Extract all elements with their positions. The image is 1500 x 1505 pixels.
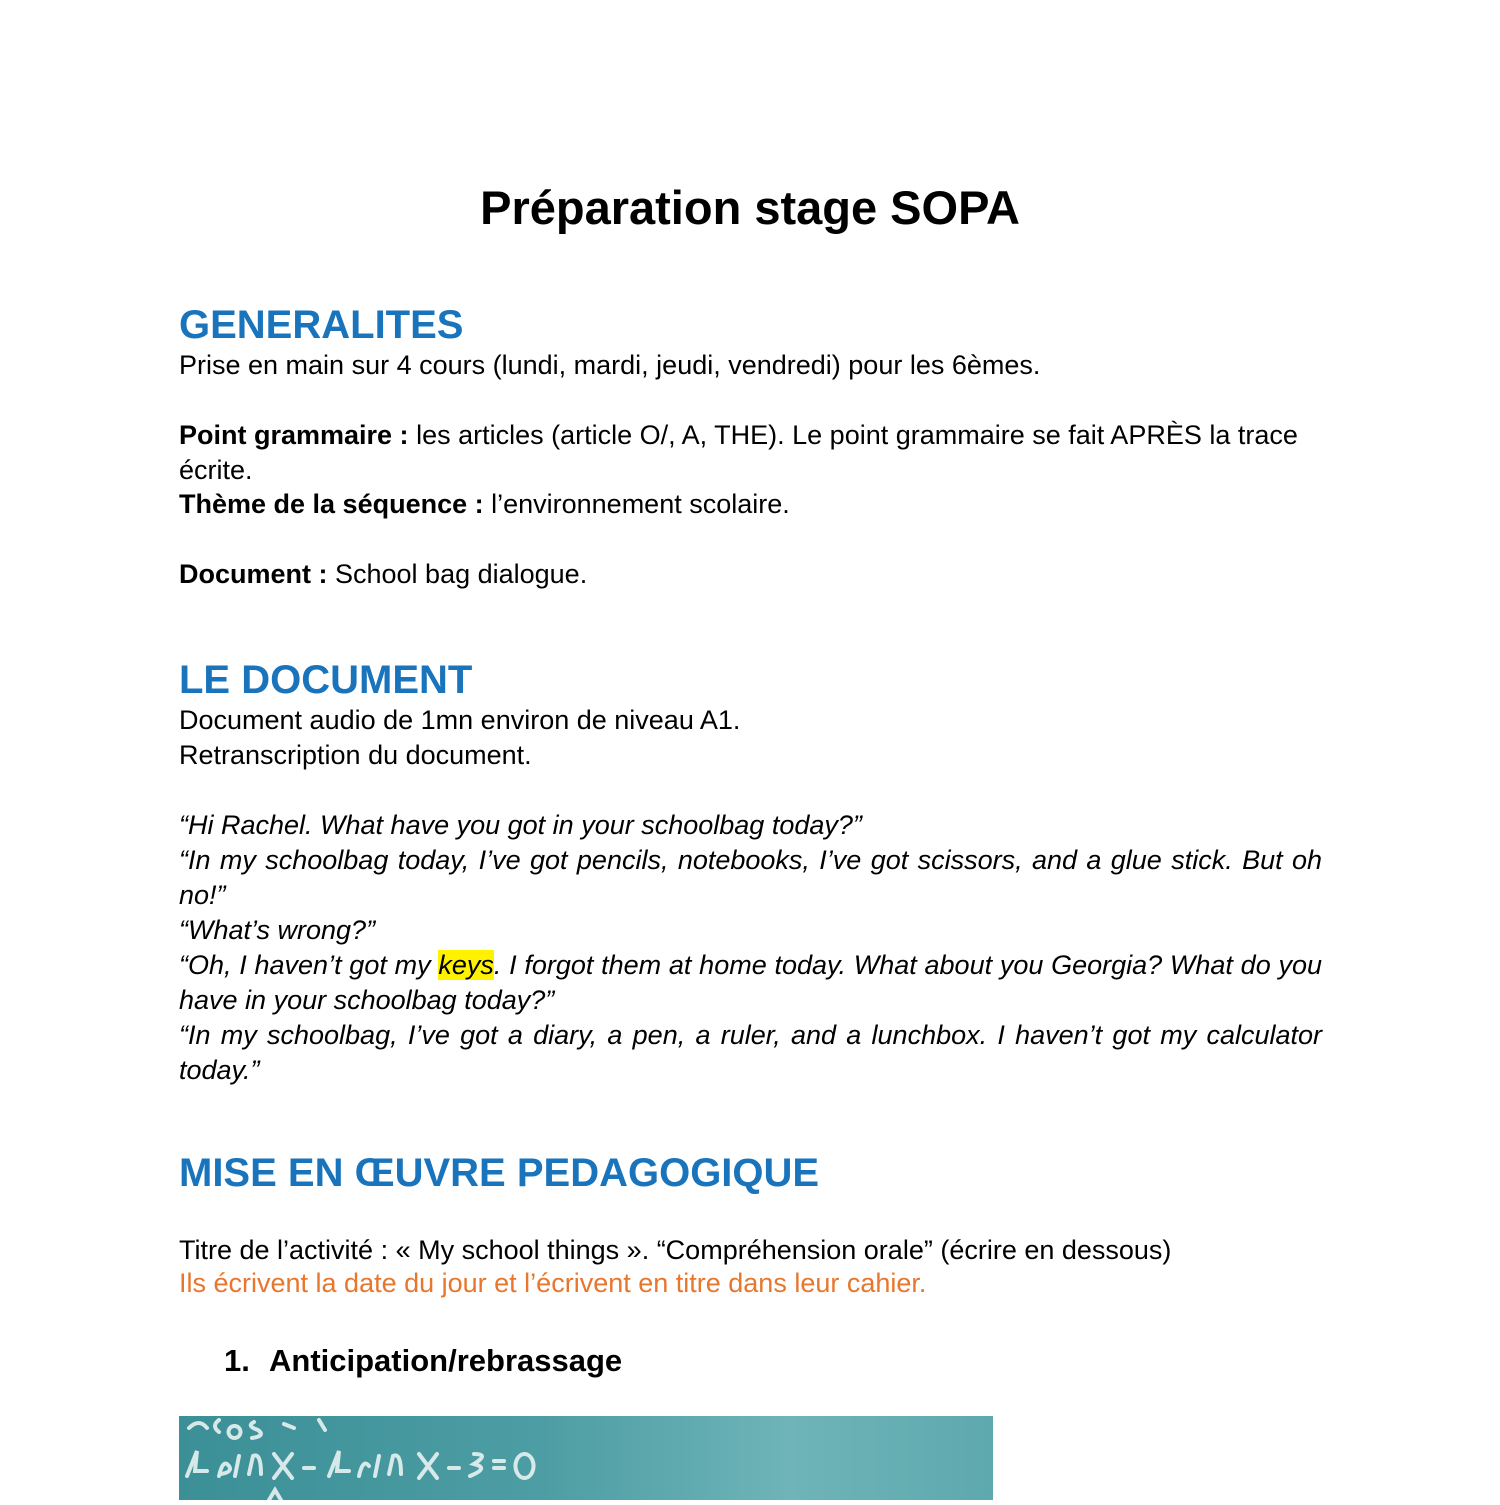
theme-text: l’environnement scolaire. — [483, 489, 790, 519]
dialogue-transcript — [179, 808, 1322, 1088]
instruction-text: Ils écrivent la date du jour et l’écrivent en titre dans leur cahier. — [179, 1268, 927, 1298]
page-title: Préparation stage SOPA — [480, 181, 1020, 234]
theme-label: Thème de la séquence : — [179, 489, 484, 519]
grammar-label: Point grammaire : — [179, 420, 409, 450]
dialogue-line: “In my schoolbag today, I’ve got pencils, notebooks, I’ve got scissors, and a glue stick. But oh no!” — [179, 845, 1322, 910]
document-line-2: Retranscription du document. — [179, 740, 532, 770]
sequence-theme — [179, 487, 1322, 522]
dialogue-text: . I forgot them at home today. What about you Georgia? What do you have in your schoolbag today?” — [179, 950, 1322, 1015]
intro-text: Prise en main sur 4 cours (lundi, mardi, jeudi, vendredi) pour les 6èmes. — [179, 350, 1041, 380]
section-heading-document: LE DOCUMENT — [179, 658, 473, 702]
document-line-1: Document audio de 1mn environ de niveau A1. — [179, 705, 741, 735]
highlighted-word: keys — [438, 950, 494, 980]
section-heading-generalites: GENERALITES — [179, 303, 464, 347]
dialogue-text: “Oh, I haven’t got my — [179, 950, 439, 980]
document-info — [179, 557, 1322, 592]
dialogue-line: “What’s wrong?” — [179, 915, 376, 945]
section-heading-pedagogie: MISE EN ŒUVRE PEDAGOGIQUE — [179, 1151, 820, 1195]
document-text: School bag dialogue. — [327, 559, 588, 589]
grammar-point — [179, 418, 1322, 488]
dialogue-line: “Hi Rachel. What have you got in your schoolbag today?” — [179, 810, 862, 840]
dialogue-line — [179, 948, 1322, 1018]
activity-title: Titre de l’activité : « My school things ». “Compréhension orale” (écrire en dessous) — [179, 1235, 1172, 1265]
grammar-text: les articles (article O/, A, THE). Le point grammaire se fait APRÈS la trace écrite. — [179, 420, 1298, 485]
chalkboard-image — [179, 1416, 993, 1500]
step-title: Anticipation/rebrassage — [269, 1343, 623, 1378]
document-label: Document : — [179, 559, 328, 589]
dialogue-line: “In my schoolbag, I’ve got a diary, a pen, a ruler, and a lunchbox. I haven’t got my calculator today.” — [179, 1020, 1322, 1085]
chalk-writing-illustration — [179, 1416, 993, 1500]
step-number: 1. — [224, 1343, 250, 1378]
